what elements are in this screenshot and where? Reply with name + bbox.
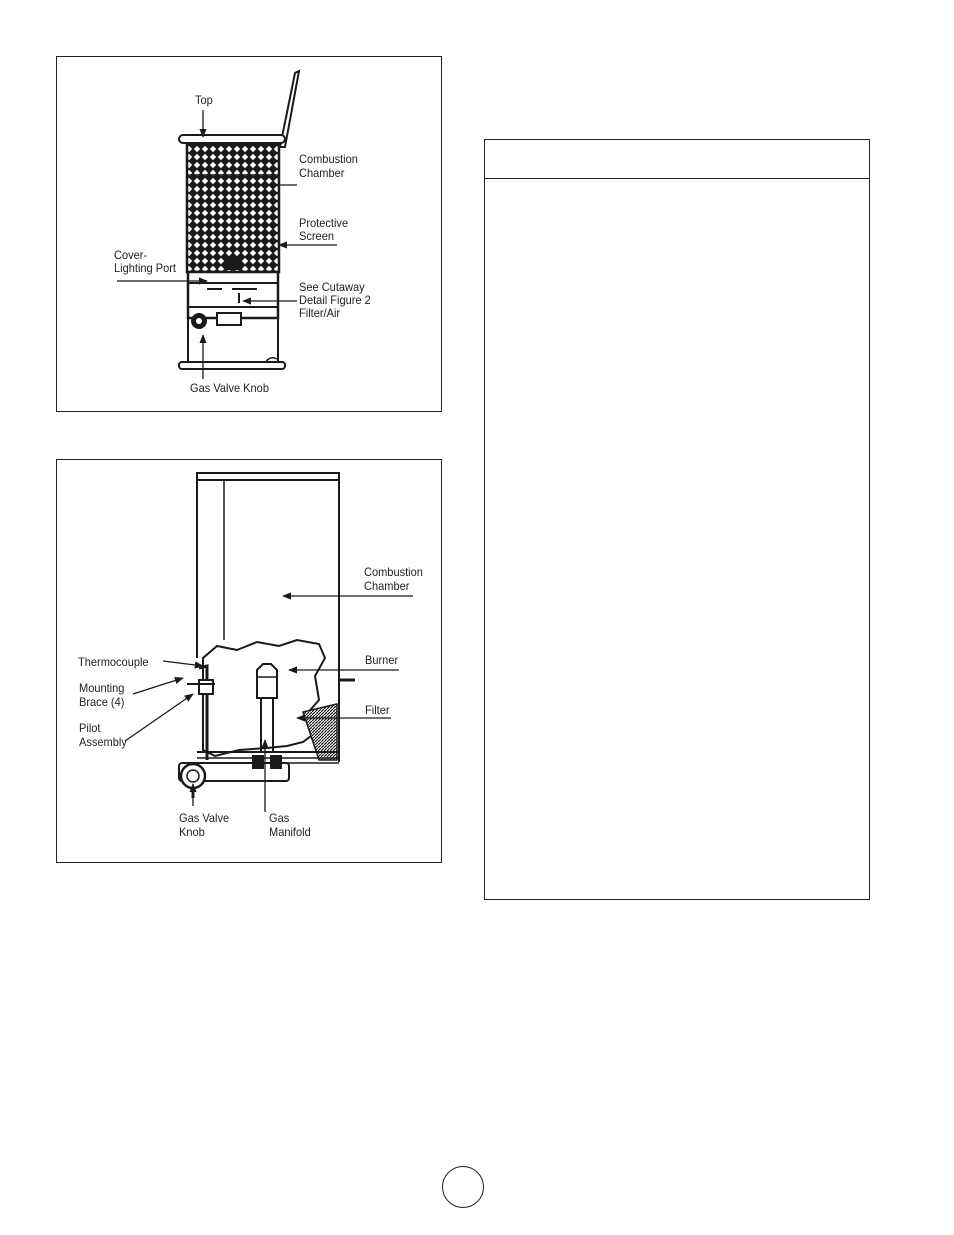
label-see-cutaway-2: Detail Figure 2 xyxy=(299,293,371,307)
label-see-cutaway-3: Filter/Air xyxy=(299,306,341,320)
label-gas-manifold: Gas xyxy=(269,811,290,825)
label-top: Top xyxy=(195,93,213,107)
label-protective-screen: Protective xyxy=(299,216,349,230)
label-mounting-brace-2: Brace (4) xyxy=(79,695,125,709)
label-gas-valve-knob: Gas Valve Knob xyxy=(190,381,269,395)
label-cover-lighting-port: Cover- xyxy=(114,248,148,262)
label-protective-screen-2: Screen xyxy=(299,229,334,243)
label-gas-manifold-2: Manifold xyxy=(269,825,311,839)
figure-2-frame xyxy=(56,459,442,863)
label-gas-valve-knob: Gas Valve xyxy=(179,811,230,825)
label-pilot-assembly-2: Assembly xyxy=(79,735,127,749)
label-pilot-assembly: Pilot xyxy=(79,721,101,735)
label-cover-lighting-port-2: Lighting Port xyxy=(114,261,176,275)
label-mounting-brace: Mounting xyxy=(79,681,125,695)
label-burner: Burner xyxy=(365,653,399,667)
label-gas-valve-knob-2: Knob xyxy=(179,825,205,839)
label-combustion-chamber: Combustion xyxy=(299,152,358,166)
label-filter: Filter xyxy=(365,703,390,717)
figure-1-frame xyxy=(56,56,442,412)
label-combustion-chamber: Combustion xyxy=(364,565,423,579)
info-panel-header xyxy=(485,140,869,179)
heater-exterior-drawing xyxy=(57,57,443,413)
label-combustion-chamber-2: Chamber xyxy=(299,166,345,180)
label-thermocouple: Thermocouple xyxy=(78,655,149,669)
info-panel xyxy=(484,139,870,900)
label-combustion-chamber-2: Chamber xyxy=(364,579,410,593)
page-number-circle xyxy=(442,1166,484,1208)
label-see-cutaway: See Cutaway xyxy=(299,280,365,294)
